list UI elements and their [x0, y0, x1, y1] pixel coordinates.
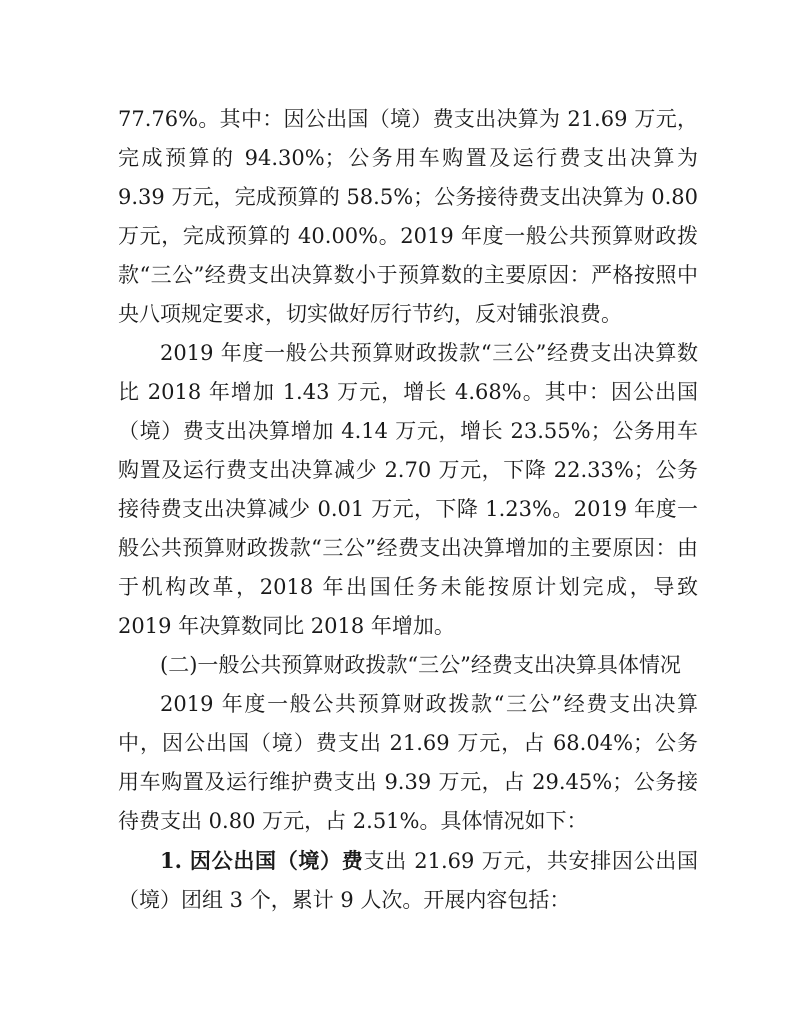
paragraph-expense-breakdown: 2019 年度一般公共预算财政拨款“三公”经费支出决算中，因公出国（境）费支出 21.69 万元，占 68.04%；公务用车购置及运行维护费支出 9.39 万元，占 29.45%；公务接待费支出 0.80 万元，占 2.51%。具体情况如下： [118, 692, 698, 833]
list-item-overseas-travel [118, 841, 698, 920]
document-page [118, 100, 698, 920]
paragraph-budget-completion: 77.76%。其中：因公出国（境）费支出决算为 21.69 万元，完成预算的 94.30%；公务用车购置及运行费支出决算为 9.39 万元，完成预算的 58.5%；公务接待费支出决算为 0.80 万元，完成预算的 40.00%。2019 年度一般公共预算财政拨款“三公”经费支出决算数小于预算数的主要原因：严格按照中央八项规定要求，切实做好厉行节约，反对铺张浪费。 [118, 107, 698, 326]
section-heading: (二)一般公共预算财政拨款“三公”经费支出决算具体情况 [160, 653, 681, 677]
list-item-body: 支出 21.69 万元，共安排因公出国（境）团组 3 个，累计 9 人次。开展内容包括： [118, 849, 699, 912]
list-item-title: 1. 因公出国（境）费 [160, 848, 364, 873]
paragraph-year-comparison: 2019 年度一般公共预算财政拨款“三公”经费支出决算数比 2018 年增加 1.43 万元，增长 4.68%。其中：因公出国（境）费支出决算增加 4.14 万元，增长 23.55%；公务用车购置及运行费支出决算减少 2.70 万元，下降 22.33%；公务接待费支出决算减少 0.01 万元，下降 1.23%。2019 年度一般公共预算财政拨款“三公”经费支出决算增加的主要原因：由于机构改革，2018 年出国任务未能按原计划完成，导致 2019 年决算数同比 2018 年增加。 [118, 341, 698, 638]
